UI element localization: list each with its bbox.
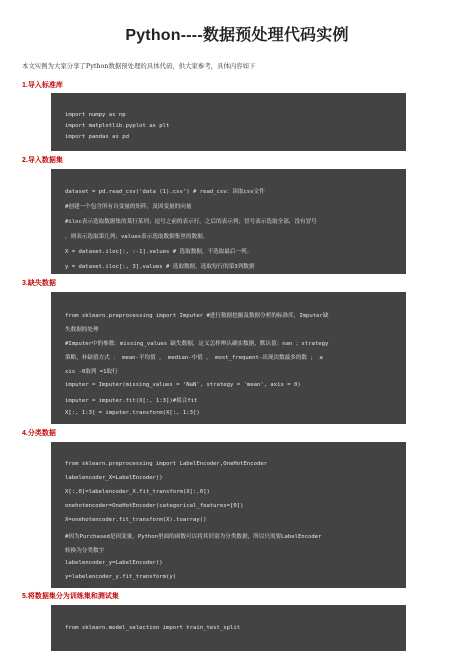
code-line: y=labelencoder_y.fit_transform(y) [65,574,177,580]
code-line: imputer = imputer.fit(X[:, 1:3])#拟合fit [65,398,198,404]
section-heading-3: 3.缺失数据 [22,280,56,287]
section-heading-2: 2.导入数据集 [22,157,63,164]
code-line: import pandas as pd [65,134,129,140]
code-line: labelencoder_X=LabelEncoder() [65,475,163,481]
code-line: X = dataset.iloc[:, :-1].values # 选取数据，不选取最后一列。 [65,249,253,255]
code-line: X=onehotencoder.fit_transform(X).toarray() [65,517,207,523]
page-title: Python----数据预处理代码实例 [125,27,349,44]
code-block-2 [51,169,406,274]
code-line: imputer = Imputer(missing_values = 'NaN', strategy = 'mean', axis = 0) [65,382,301,388]
intro-paragraph: 本文实例为大家分享了Python数据预处理的具体代码，供大家参考，具体内容如下 [22,62,256,70]
code-line: y = dataset.iloc[:, 3].values # 选取数据，选取每行的第3列数据 [65,264,255,270]
code-line: 转换为分类数字 [65,548,105,554]
code-line: from sklearn.preprocessing import LabelEncoder,OneHotEncoder [65,461,268,467]
code-block-4 [51,442,406,588]
code-line: onehotencoder=OneHotEncoder(categorical_features=[0]) [65,503,244,509]
code-line: import matplotlib.pyplot as plt [65,123,170,129]
code-line: 失数据的处理 [65,327,99,333]
section-heading-4: 4.分类数据 [22,430,56,437]
code-block-3 [51,292,406,424]
code-line: #iloc表示选取数据集的某行某列；逗号之前的表示行，之后的表示列；冒号表示选取全部，没有冒号 [65,219,317,225]
code-line: #创建一个包含所有自变量的矩阵，及因变量的向量 [65,204,192,210]
code-line: dataset = pd.read_csv('data (1).csv') # read_csv：读取csv文件 [65,189,265,195]
code-block-5 [51,605,406,651]
code-line: labelencoder_y=LabelEncoder() [65,560,163,566]
code-line: X[:,0]=labelencoder_X.fit_transform(X[:,0]) [65,489,210,495]
code-line: xis -0取列 =1取行 [65,369,118,375]
code-line: from sklearn.model_selection import train_test_split [65,625,241,631]
code-line: ，则表示选取第几列；values表示选取数据集里的数据。 [65,234,209,240]
code-block-1 [51,93,406,151]
code-line: #Imputer中的参数：missing_values 缺失数据，定义怎样辨认确实数据，默认值：nan ；strategy [65,341,329,347]
code-line: #因为Purchased是因变量，Python里面的函数可以将其识别为分类数据，所以只需要LabelEncoder [65,534,322,540]
code-line: X[:, 1:3] = imputer.transform(X[:, 1:3]) [65,410,200,416]
code-line: from sklearn.preprocessing import Imputer #进行数据挖掘及数据分析的标准库，Imputer缺 [65,313,329,319]
section-heading-1: 1.导入标准库 [22,82,63,89]
section-heading-5: 5.将数据集分为训练集和测试集 [22,593,119,600]
code-line: import numpy as np [65,112,126,118]
code-line: 策略，补缺值方式 ： mean-平均值 ， median-中值 ， most_frequent-出现次数最多的数 ； a [65,355,323,361]
